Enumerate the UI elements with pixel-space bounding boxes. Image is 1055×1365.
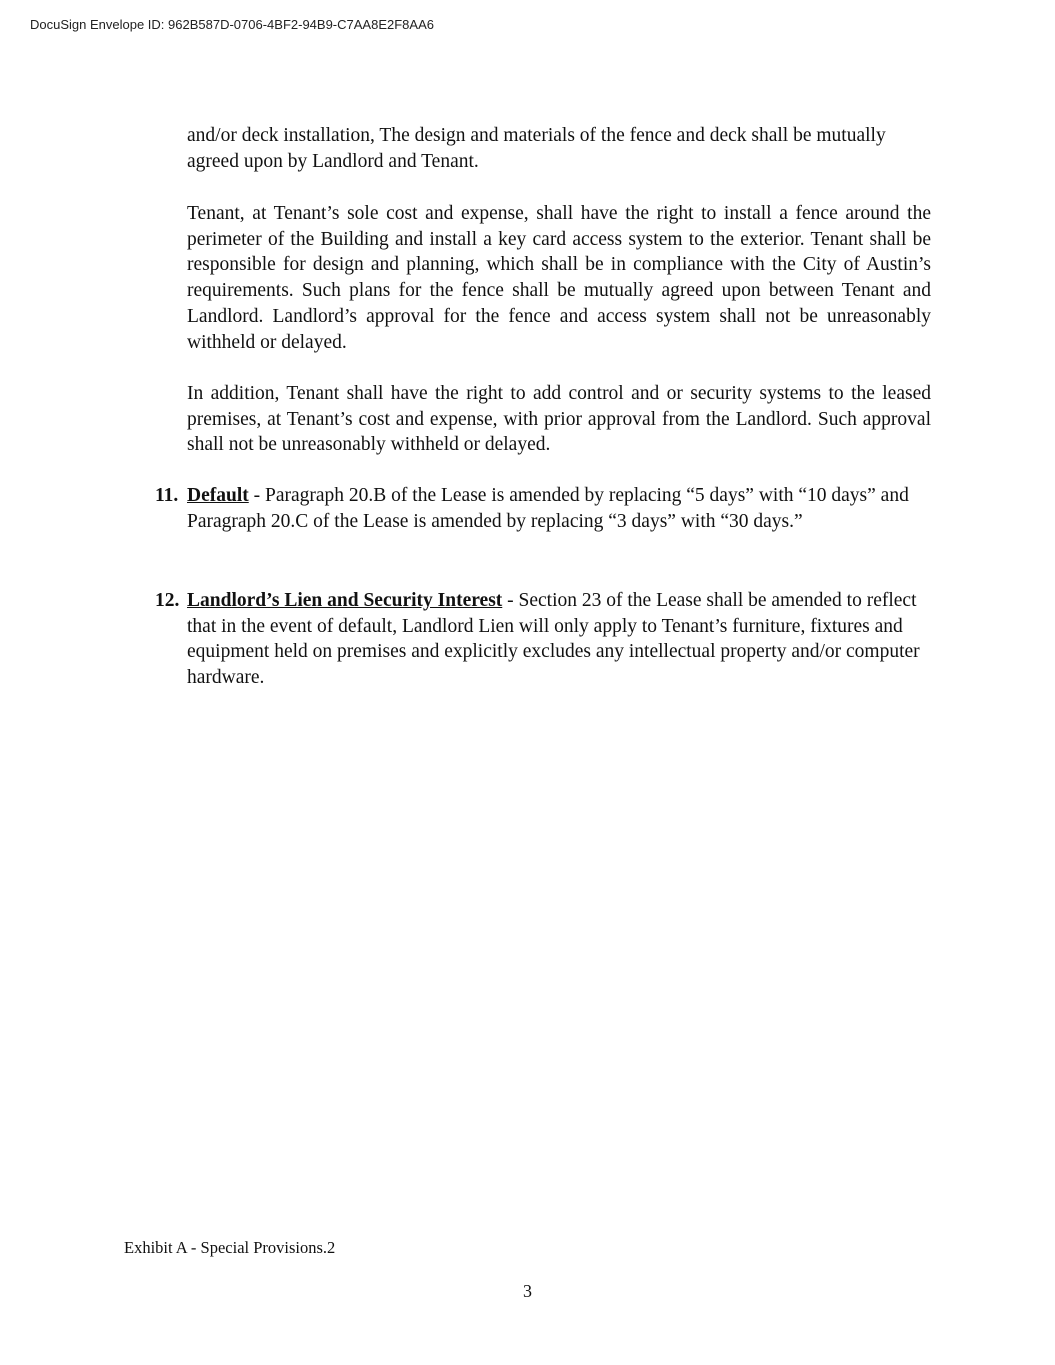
- section-item-default: [155, 483, 931, 534]
- item-text: - Section 23 of the Lease shall be amended to reflect that in the event of default, Landlord Lien will only apply to Tenant’s furniture, fixtures and equipment held on premises and explicitly excludes any intellectual property and/or computer hardware.: [187, 590, 920, 689]
- section-item-landlord-lien: [155, 588, 931, 691]
- paragraph-fence-access-system: Tenant, at Tenant’s sole cost and expense, shall have the right to install a fence around the perimeter of the Building and install a key card access system to the exterior. Tenant shall be responsible for design and planning, which shall be in compliance with the City of Austin’s requirements. Such plans for the fence shall be mutually agreed upon between Tenant and Landlord. Landlord’s approval for the fence and access system shall not be unreasonably withheld or delayed.: [187, 203, 931, 353]
- paragraph-security-systems: In addition, Tenant shall have the right to add control and or security systems to the leased premises, at Tenant’s cost and expense, with prior approval from the Landlord. Such approval shall not be unreasonably withheld or delayed.: [187, 383, 931, 456]
- item-text: - Paragraph 20.B of the Lease is amended by replacing “5 days” with “10 days” and Paragraph 20.C of the Lease is amended by replacing “3 days” with “30 days.”: [187, 485, 909, 532]
- item-content: [187, 483, 931, 534]
- item-heading: Landlord’s Lien and Security Interest: [187, 590, 503, 611]
- docusign-envelope-id: DocuSign Envelope ID: 962B587D-0706-4BF2-94B9-C7AA8E2F8AA6: [30, 17, 434, 32]
- item-heading: Default: [187, 485, 249, 506]
- footer-exhibit-label: Exhibit A - Special Provisions.2: [124, 1238, 336, 1257]
- page-number: 3: [523, 1281, 532, 1301]
- item-number: 11.: [155, 485, 179, 506]
- paragraph-deck-installation: and/or deck installation, The design and materials of the fence and deck shall be mutually agreed upon by Landlord and Tenant.: [187, 125, 886, 172]
- item-content: [187, 588, 931, 691]
- item-number: 12.: [155, 590, 180, 611]
